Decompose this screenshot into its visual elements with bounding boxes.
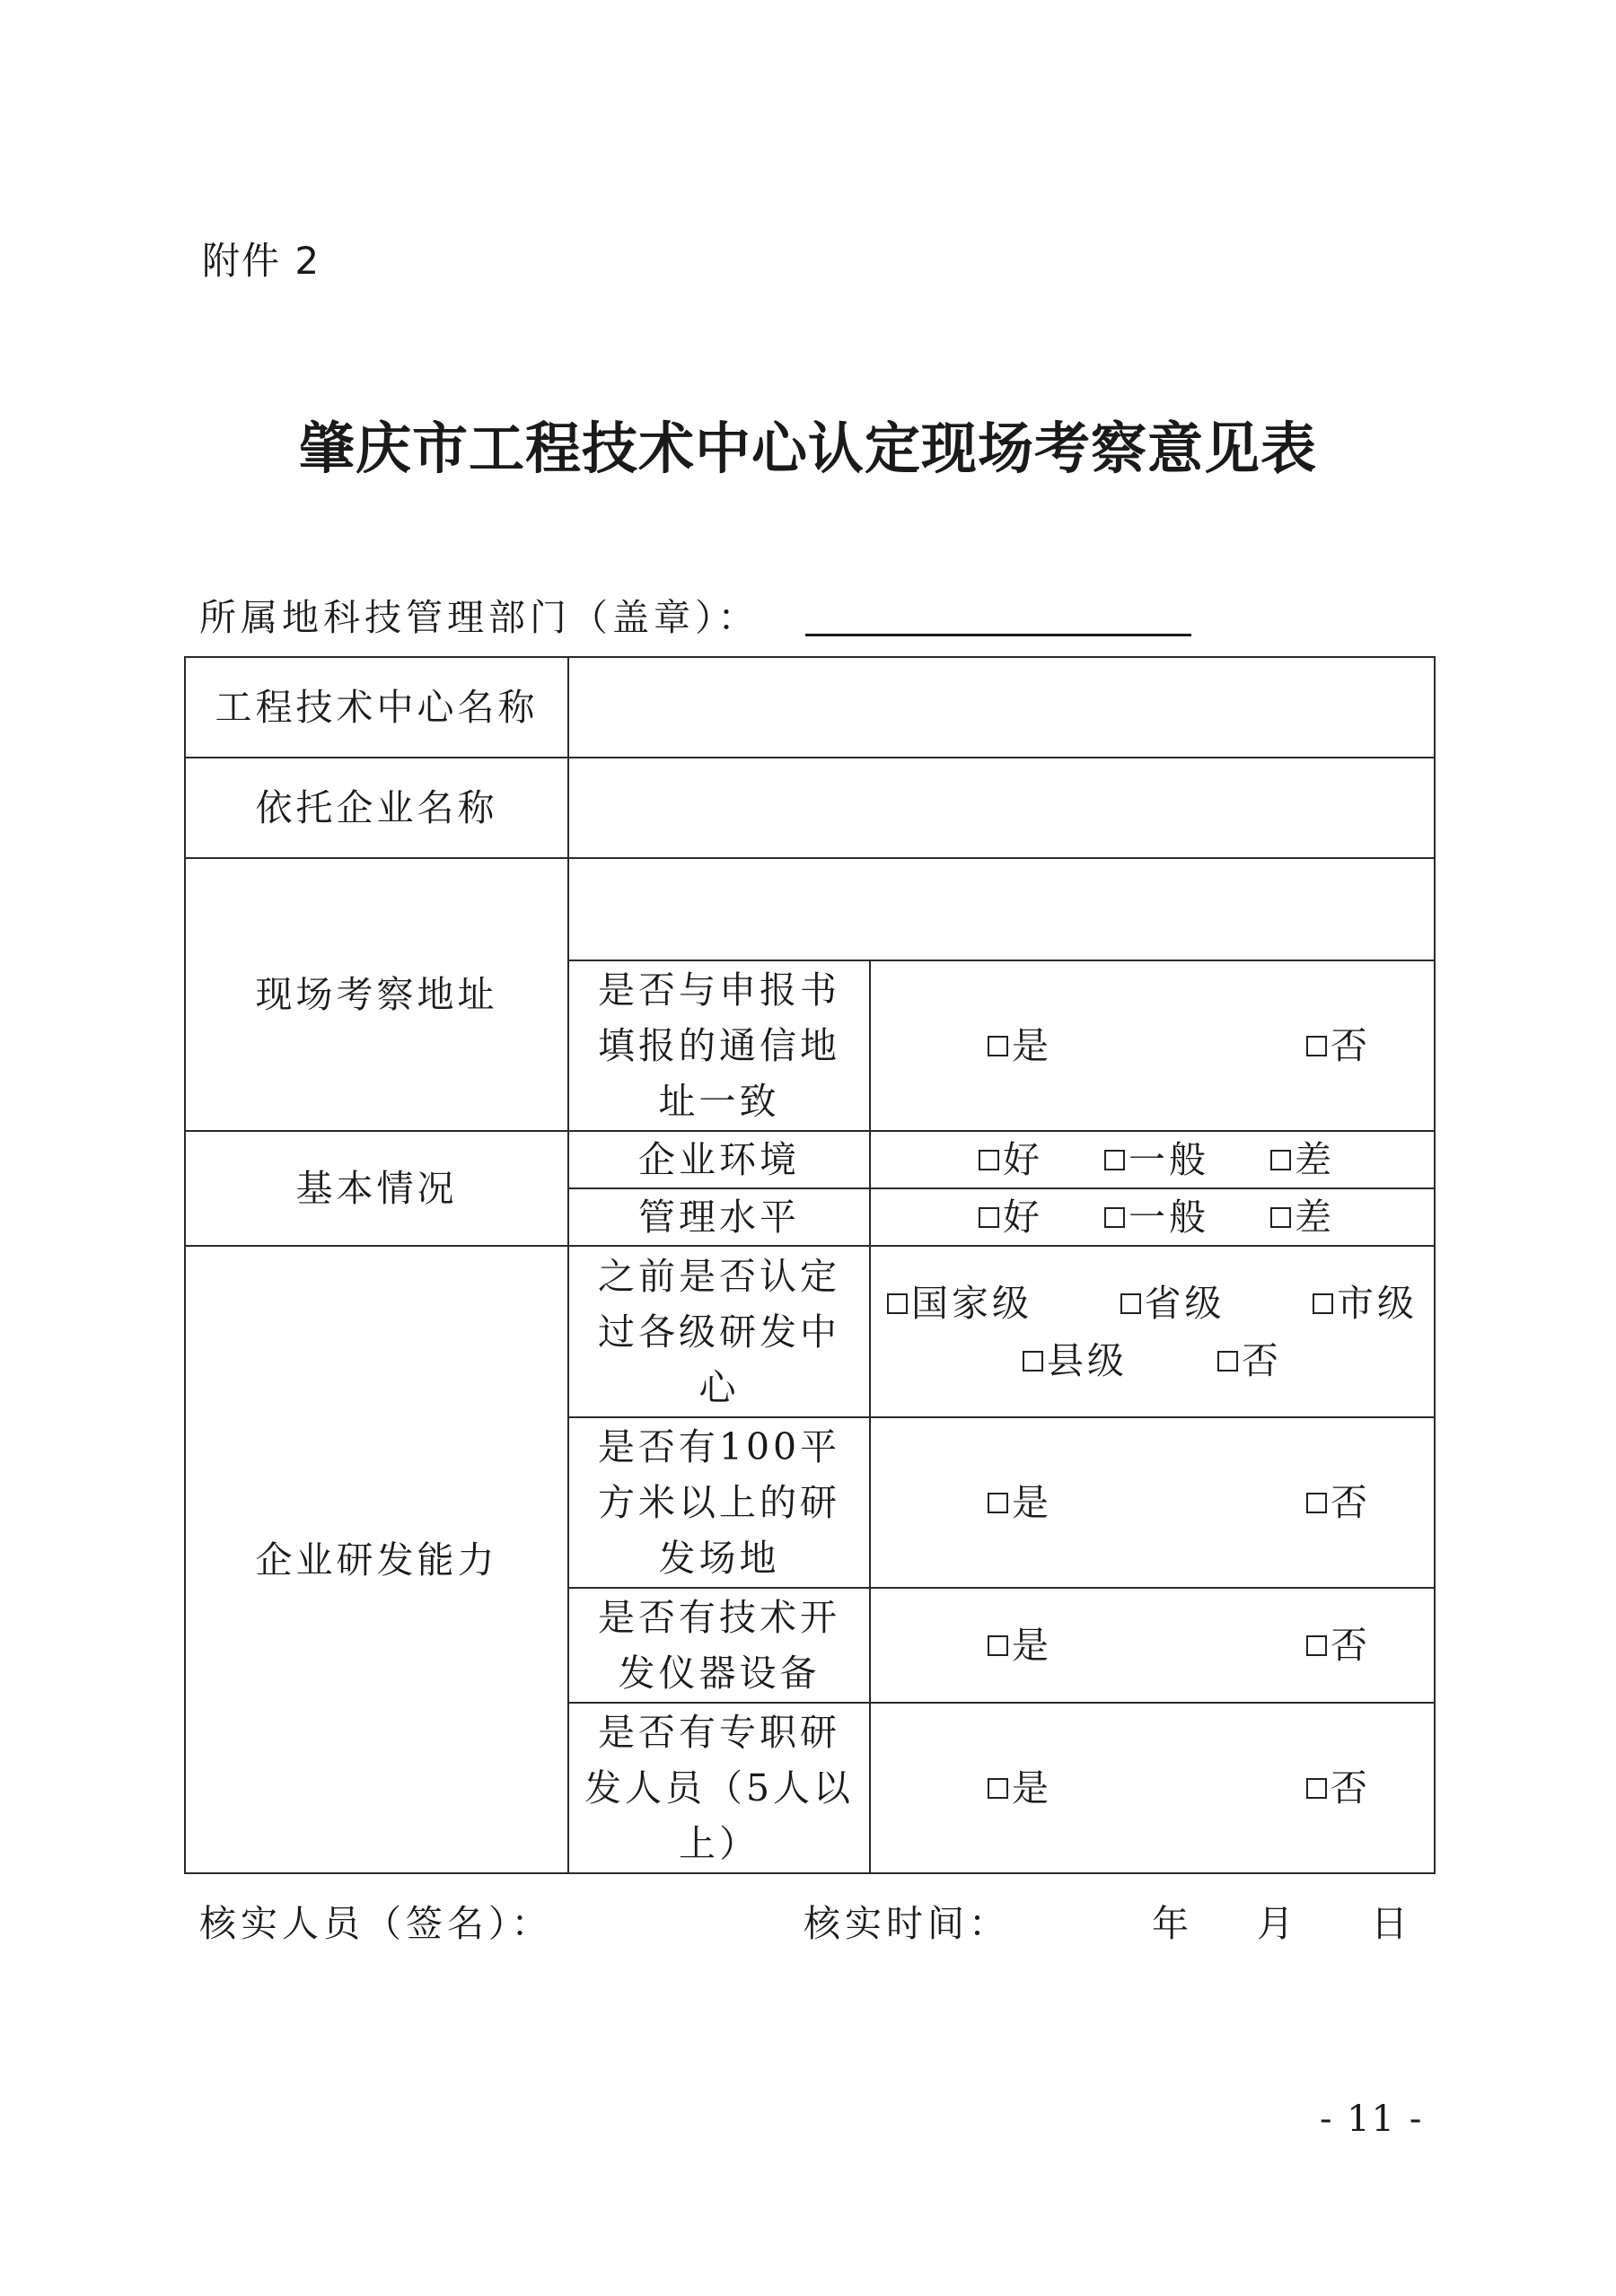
rd-equipment-options — [870, 1588, 1435, 1703]
page-number: - 11 - — [1320, 2099, 1424, 2140]
checkbox-icon[interactable] — [979, 1150, 999, 1170]
page-title: 肇庆市工程技术中心认定现场考察意见表 — [298, 416, 1317, 481]
prev-center-options — [870, 1246, 1435, 1417]
option-yes[interactable]: 是 — [988, 1475, 1052, 1530]
checkbox-icon[interactable] — [1104, 1150, 1125, 1170]
checkbox-icon[interactable] — [988, 1493, 1008, 1513]
option-poor[interactable]: 差 — [1270, 1132, 1335, 1187]
site-address-label: 现场考察地址 — [185, 858, 568, 1131]
option-average[interactable]: 一般 — [1104, 1132, 1209, 1187]
day-label: 日 — [1371, 1902, 1412, 1945]
prev-center-question: 之前是否认定过各级研发中心 — [568, 1246, 870, 1417]
verify-time-label: 核实时间： — [804, 1902, 1010, 1945]
option-no[interactable]: 否 — [1306, 1475, 1371, 1530]
checkbox-icon[interactable] — [1120, 1293, 1141, 1314]
option-national[interactable]: 国家级 — [887, 1275, 1032, 1332]
checkbox-icon[interactable] — [1217, 1351, 1238, 1371]
option-county[interactable]: 县级 — [1023, 1332, 1128, 1389]
table-row — [185, 657, 1435, 758]
option-city[interactable]: 市级 — [1313, 1275, 1418, 1332]
rd-equipment-question: 是否有技术开发仪器设备 — [568, 1588, 870, 1703]
basic-label: 基本情况 — [185, 1131, 568, 1246]
checkbox-icon[interactable] — [988, 1036, 1008, 1056]
option-yes[interactable]: 是 — [988, 1760, 1052, 1816]
address-match-question: 是否与申报书填报的通信地址一致 — [568, 960, 870, 1131]
rd-staff-options — [870, 1703, 1435, 1873]
company-name-field[interactable] — [568, 758, 1435, 858]
option-no[interactable]: 否 — [1306, 1018, 1371, 1074]
attachment-label: 附件 2 — [202, 239, 321, 283]
table-row — [185, 858, 1435, 960]
center-name-label: 工程技术中心名称 — [185, 657, 568, 758]
option-average[interactable]: 一般 — [1104, 1189, 1209, 1245]
option-poor[interactable]: 差 — [1270, 1189, 1335, 1245]
checkbox-icon[interactable] — [1306, 1778, 1327, 1799]
option-yes[interactable]: 是 — [988, 1018, 1052, 1074]
checkbox-icon[interactable] — [1270, 1150, 1291, 1170]
checkbox-icon[interactable] — [1306, 1635, 1327, 1656]
checkbox-icon[interactable] — [1306, 1036, 1327, 1056]
table-row — [185, 758, 1435, 858]
option-good[interactable]: 好 — [979, 1132, 1043, 1187]
checkbox-icon[interactable] — [1270, 1207, 1291, 1228]
site-address-field[interactable] — [568, 858, 1435, 960]
option-good[interactable]: 好 — [979, 1189, 1043, 1245]
option-no[interactable]: 否 — [1306, 1617, 1371, 1673]
dept-label: 所属地科技管理部门（盖章）： — [199, 596, 760, 639]
checkbox-icon[interactable] — [1023, 1351, 1043, 1371]
table-row — [185, 1131, 1435, 1188]
checkbox-icon[interactable] — [979, 1207, 999, 1228]
center-name-field[interactable] — [568, 657, 1435, 758]
table-row — [185, 1246, 1435, 1417]
month-label: 月 — [1257, 1902, 1298, 1945]
option-provincial[interactable]: 省级 — [1120, 1275, 1225, 1332]
checkbox-icon[interactable] — [988, 1635, 1008, 1656]
option-no[interactable]: 否 — [1217, 1332, 1282, 1389]
mgmt-options — [870, 1188, 1435, 1246]
rd-label: 企业研发能力 — [185, 1246, 568, 1873]
inspection-form-table — [184, 656, 1436, 1874]
checkbox-icon[interactable] — [1306, 1493, 1327, 1513]
verifier-label: 核实人员（签名）： — [199, 1902, 553, 1945]
address-match-options — [870, 960, 1435, 1131]
company-name-label: 依托企业名称 — [185, 758, 568, 858]
option-yes[interactable]: 是 — [988, 1617, 1052, 1673]
checkbox-icon[interactable] — [1313, 1293, 1333, 1314]
env-label: 企业环境 — [568, 1131, 870, 1188]
dept-stamp-line — [805, 634, 1191, 636]
checkbox-icon[interactable] — [1104, 1207, 1125, 1228]
rd-area-question: 是否有100平方米以上的研发场地 — [568, 1417, 870, 1588]
rd-staff-question: 是否有专职研发人员（5人以上） — [568, 1703, 870, 1873]
year-label: 年 — [1152, 1902, 1193, 1945]
option-no[interactable]: 否 — [1306, 1760, 1371, 1816]
env-options — [870, 1131, 1435, 1188]
checkbox-icon[interactable] — [887, 1293, 908, 1314]
mgmt-label: 管理水平 — [568, 1188, 870, 1246]
rd-area-options — [870, 1417, 1435, 1588]
checkbox-icon[interactable] — [988, 1778, 1008, 1799]
